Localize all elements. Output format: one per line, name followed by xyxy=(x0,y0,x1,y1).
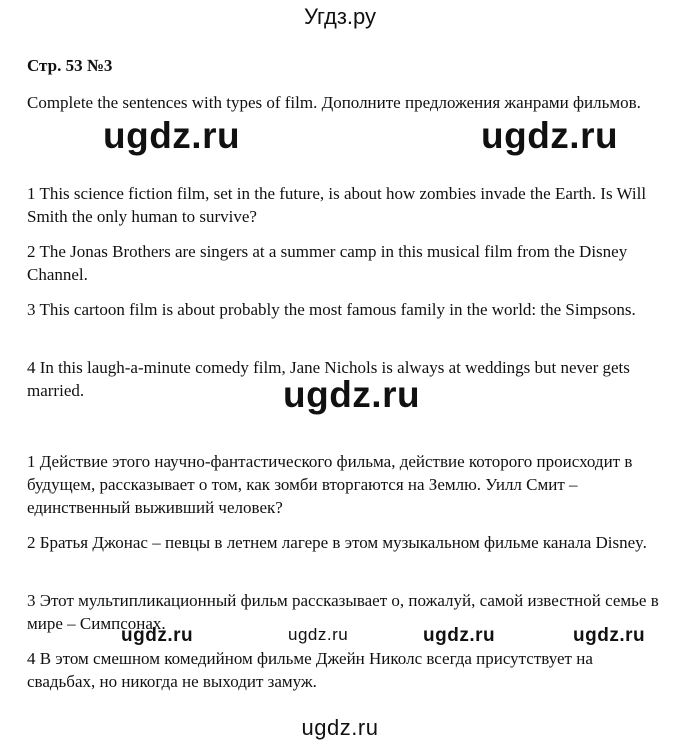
instruction-text: Complete the sentences with types of film. Дополните предложения жанрами фильмов. xyxy=(27,93,641,112)
russian-sentence-2: 2 Братья Джонас – певцы в летнем лагере в этом музыкальном фильме канала Disney. xyxy=(27,533,647,552)
watermark-large: ugdz.ru xyxy=(283,374,421,415)
watermark-small: ugdz.ru xyxy=(573,625,646,646)
watermark-small: ugdz.ru xyxy=(121,625,194,646)
site-title: Угдз.ру xyxy=(303,4,377,29)
watermark-small: ugdz.ru xyxy=(423,625,496,646)
page-reference: Стр. 53 №3 xyxy=(27,56,113,75)
english-sentence-1: 1 This science fiction film, set in the future, is about how zombies invade the Earth. Is Will Smith the only human to survive? xyxy=(27,184,647,226)
watermark-large: ugdz.ru xyxy=(481,115,619,156)
watermark-bottom: ugdz.ru xyxy=(301,715,379,740)
english-sentence-3: 3 This cartoon film is about probably the most famous family in the world: the Simpsons. xyxy=(27,300,636,319)
watermark-small: ugdz.ru xyxy=(288,625,349,644)
english-sentence-2: 2 The Jonas Brothers are singers at a summer camp in this musical film from the Disney Channel. xyxy=(27,242,628,284)
watermark-large: ugdz.ru xyxy=(103,115,241,156)
english-sentence-4: 4 In this laugh-a-minute comedy film, Jane Nichols is always at weddings but never gets married. xyxy=(27,358,630,400)
russian-sentence-3: 3 Этот мультипликационный фильм рассказывает о, пожалуй, самой известной семье в мире – Симпсонах. xyxy=(27,591,659,633)
russian-sentence-4: 4 В этом смешном комедийном фильме Джейн Николс всегда присутствует на свадьбах, но никогда не выходит замуж. xyxy=(27,649,593,691)
russian-sentence-1: 1 Действие этого научно-фантастического фильма, действие которого происходит в будущем, рассказывает о том, как зомби вторгаются на Землю. Уилл Смит – единственный выживший человек? xyxy=(27,452,633,517)
